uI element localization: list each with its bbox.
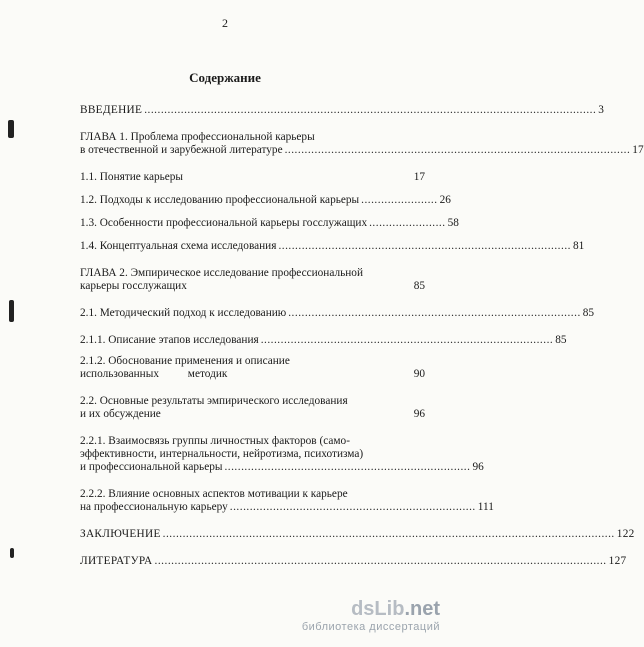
toc-entry-page: 85	[555, 334, 567, 346]
toc-entry-title: ЗАКЛЮЧЕНИЕ	[80, 528, 161, 540]
leader-dots: ........................................................................................................................................	[144, 104, 597, 116]
toc-entry-introduction[interactable]	[80, 104, 605, 117]
toc-entry-title: ГЛАВА 2. Эмпирическое исследование профессиональной	[80, 267, 363, 279]
toc-entry-page: 58	[447, 217, 459, 229]
toc-entry-page: 3	[598, 104, 605, 116]
page-number: 2	[222, 16, 228, 30]
table-of-contents	[80, 104, 644, 578]
watermark	[302, 598, 440, 633]
leader-dots: .......................	[369, 217, 446, 229]
toc-entry-page: 96	[472, 461, 484, 473]
toc-entry-title: 2.2.2. Влияние основных аспектов мотивации к карьере	[80, 488, 348, 500]
toc-entry-page: 85	[582, 307, 595, 319]
leader-dots: .......................	[361, 194, 438, 206]
toc-entry-chapter-2[interactable]	[80, 267, 425, 293]
toc-entry-page: 127	[608, 555, 627, 567]
leader-dots: ........................................................................................	[278, 240, 571, 252]
leader-dots: ........................................................................................	[260, 334, 554, 346]
toc-entry-page: 122	[616, 528, 635, 540]
toc-entry-title: 2.1. Методический подход к исследованию	[80, 307, 287, 319]
watermark-subtitle: библиотека диссертаций	[301, 621, 440, 633]
toc-entry-title-cont: и профессиональной карьеры	[80, 461, 223, 473]
watermark-tld: .net	[404, 598, 440, 620]
toc-entry-references[interactable]	[80, 555, 627, 568]
toc-entry-page: 96	[413, 408, 425, 420]
toc-entry-title: 2.2. Основные результаты эмпирического исследования	[80, 395, 348, 407]
scan-speck	[8, 120, 14, 138]
leader-dots: ..........................................................................	[224, 461, 471, 473]
toc-entry-1-1[interactable]	[80, 171, 425, 184]
toc-entry-title: 2.2.1. Взаимосвязь группы личностных факторов (само-	[80, 435, 350, 447]
leader-dots: ........................................................................................................	[284, 144, 631, 156]
leader-dots: ........................................................................................................................................	[162, 528, 615, 540]
toc-entry-page: 17	[632, 144, 644, 156]
toc-entry-title-cont: эффективности, интернальности, нейротизма, психотизма)	[80, 448, 364, 460]
toc-entry-page: 90	[413, 368, 425, 380]
toc-entry-title-cont: использованных методик	[80, 368, 228, 380]
toc-entry-title: 2.1.2. Обоснование применения и описание	[80, 355, 290, 367]
watermark-brand: dsLib	[351, 598, 405, 620]
toc-entry-2-2[interactable]	[80, 395, 425, 421]
toc-entry-2-1-2[interactable]	[80, 355, 425, 381]
toc-entry-title: 2.1.1. Описание этапов исследования	[80, 334, 259, 346]
toc-entry-page: 111	[477, 501, 494, 513]
toc-entry-2-2-1[interactable]	[80, 435, 484, 474]
toc-entry-page: 26	[439, 194, 451, 206]
toc-entry-title: ГЛАВА 1. Проблема профессиональной карьеры	[80, 131, 315, 143]
toc-entry-2-1-1[interactable]	[80, 334, 567, 347]
toc-entry-title-cont: на профессиональную карьеру	[80, 501, 228, 513]
toc-entry-title-cont: в отечественной и зарубежной литературе	[80, 144, 283, 156]
toc-entry-title: ВВЕДЕНИЕ	[80, 104, 143, 116]
toc-entry-1-2[interactable]	[80, 194, 451, 207]
toc-heading: Содержание	[189, 70, 261, 85]
toc-entry-title: 1.2. Подходы к исследованию профессиональной карьеры	[80, 194, 360, 206]
toc-entry-title: 1.4. Концептуальная схема исследования	[80, 240, 277, 252]
toc-entry-chapter-1[interactable]	[80, 131, 644, 157]
watermark-logo	[302, 598, 440, 621]
toc-entry-1-4[interactable]	[80, 240, 585, 253]
toc-entry-2-2-2[interactable]	[80, 488, 494, 514]
scan-speck	[9, 300, 14, 322]
leader-dots: ........................................................................................................................................	[154, 555, 607, 567]
toc-entry-page: 85	[413, 280, 425, 292]
toc-entry-page: 81	[572, 240, 585, 252]
toc-entry-conclusion[interactable]	[80, 528, 635, 541]
scan-speck	[10, 548, 14, 558]
leader-dots: ..........................................................................	[229, 501, 476, 513]
toc-entry-page: 17	[413, 171, 425, 183]
toc-entry-title: ЛИТЕРАТУРА	[80, 555, 153, 567]
toc-entry-1-3[interactable]	[80, 217, 459, 230]
toc-entry-2-1[interactable]	[80, 307, 595, 320]
toc-entry-title: 1.3. Особенности профессиональной карьеры госслужащих	[80, 217, 368, 229]
toc-entry-title-cont: и их обсуждение	[80, 408, 161, 420]
toc-entry-title: 1.1. Понятие карьеры	[80, 171, 184, 183]
toc-entry-title-cont: карьеры госслужащих	[80, 280, 187, 292]
leader-dots: ........................................................................................	[288, 307, 581, 319]
